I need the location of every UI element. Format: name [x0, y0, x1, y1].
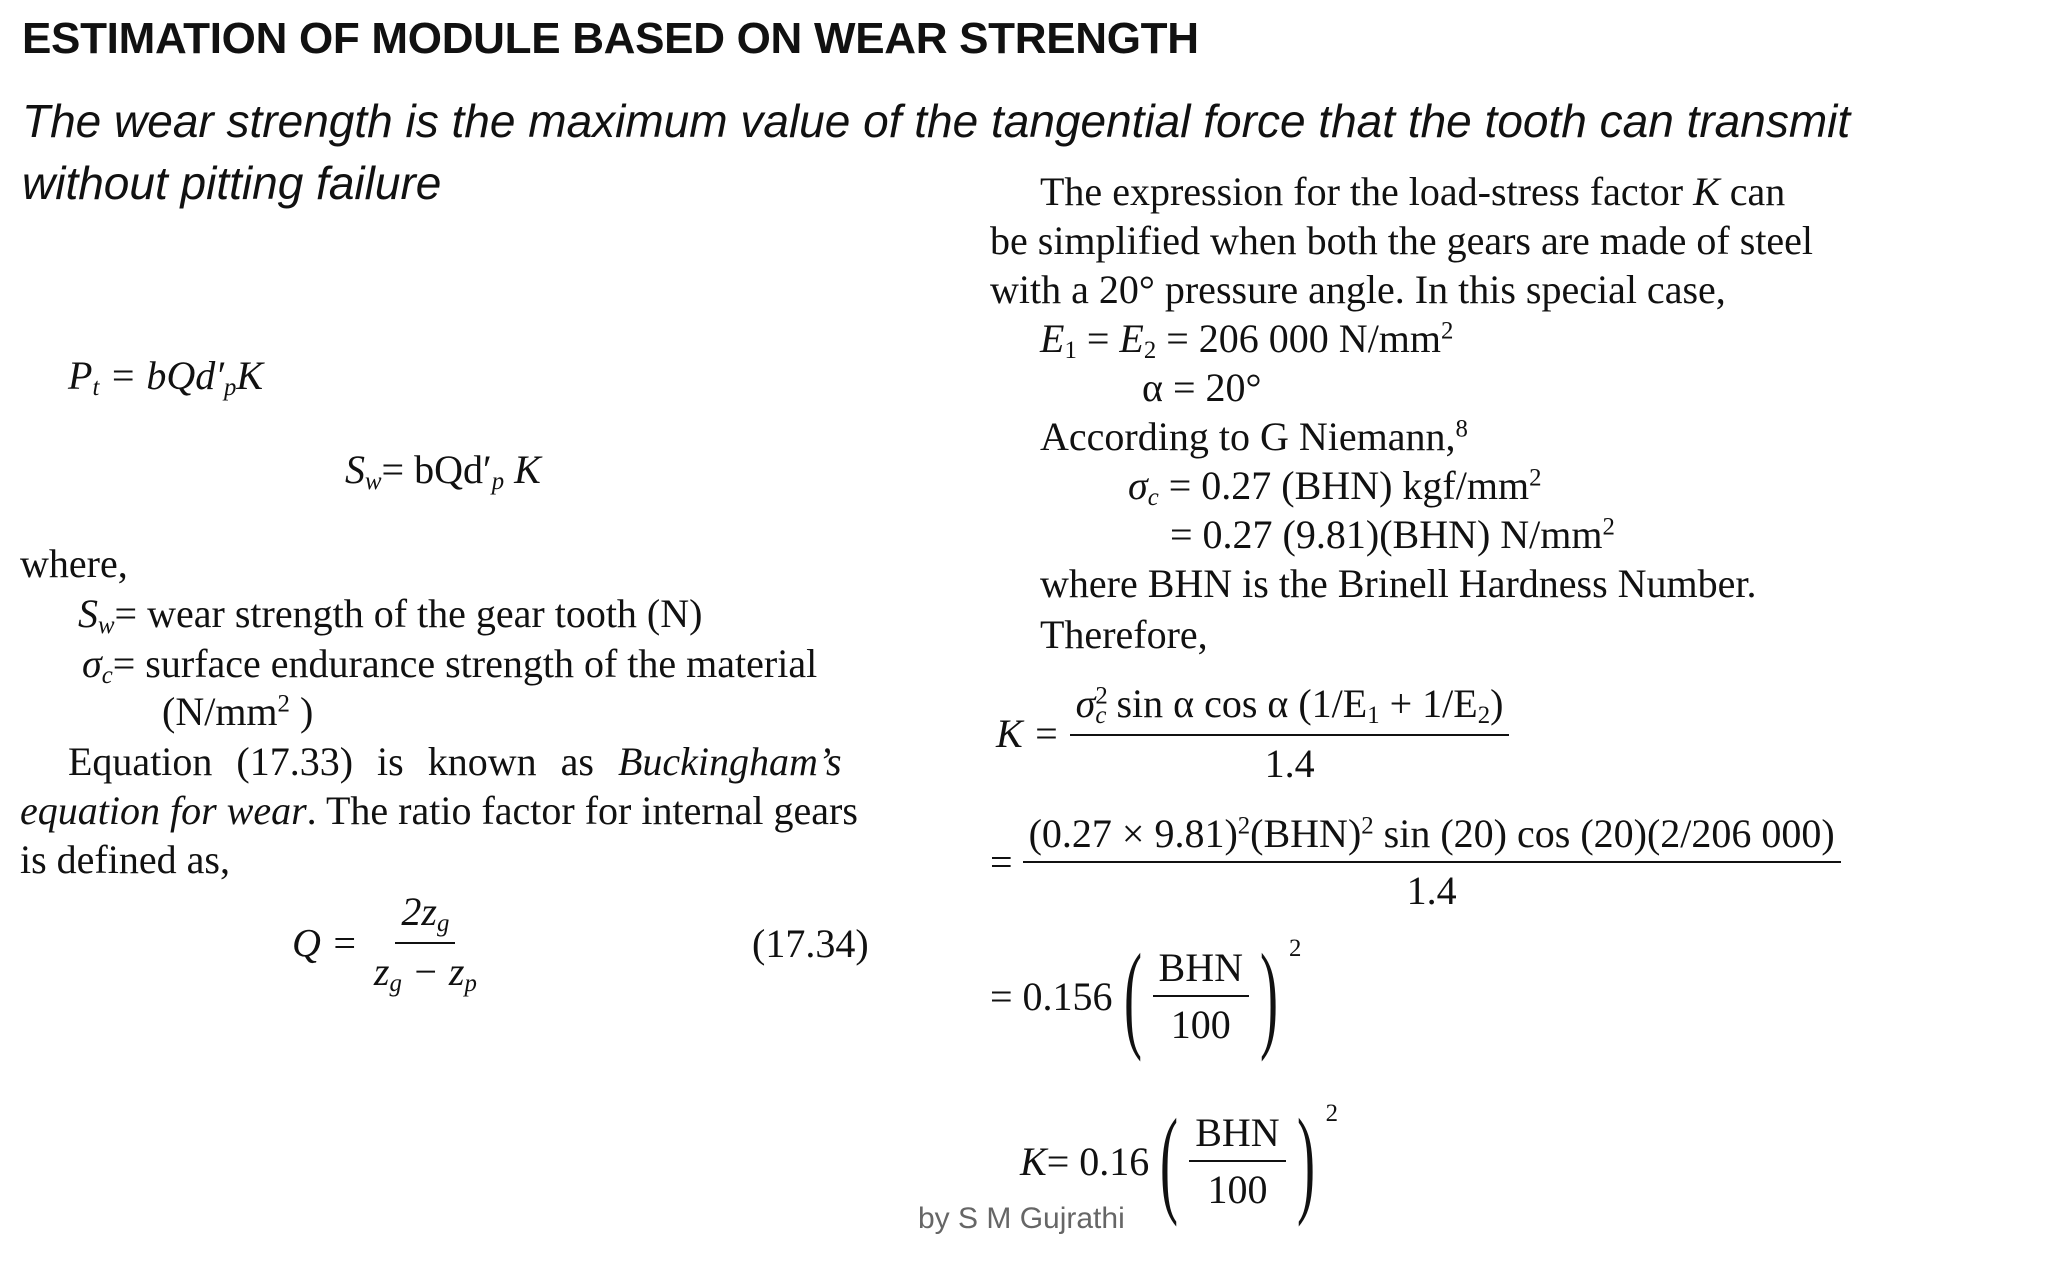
- eq-number: (17.34): [752, 921, 869, 966]
- intro-line-1: The expression for the load-stress factor K can: [1040, 169, 1786, 214]
- para-line-3: is defined as,: [20, 837, 230, 882]
- k-substitution: = $\frac{(0.27 \times 9.81)^2(BHN)^2 \sin (20) \cos (20)(2/206 000)}{1.4}$: [990, 810, 1841, 914]
- k-equation: K = $\frac{\sigma^2_c \sin \alpha \cos \alpha (1/E_1 + 1/E_2)}{1.4}$: [996, 680, 1509, 787]
- elastic-modulus-line: $E_1 = E_2 = 206$ 000 $N/mm^2$: [1040, 316, 1454, 365]
- k-simplified: = 0.156( $\frac{\text{BHN}}{100}$ ) $^2$: [990, 929, 1302, 1063]
- slide-subtitle: The wear strength is the maximum value of the tangential force that the tooth can transmit without pitting failure: [22, 95, 1851, 209]
- alpha-line: α = 20°: [1142, 365, 1262, 410]
- def-sigma-unit: ($N/mm^2$ ): [162, 689, 314, 734]
- eq-q: Q = $\frac{2z_g}{z_g - z_p}$: [292, 889, 477, 998]
- para-line-1: Equation (17.33) is known as Buckingham’s: [68, 739, 842, 784]
- def-sw: $S_w=$ wear strength of the gear tooth (N): [78, 591, 703, 640]
- sigma-line-1: $\sigma_c = 0.27$ (BHN) kgf/$mm^2$: [1128, 463, 1542, 512]
- para-line-2: equation for wear. The ratio factor for internal gears: [20, 788, 858, 833]
- slide-title: ESTIMATION OF MODULE BASED ON WEAR STRENGTH: [22, 14, 1199, 63]
- eq-pt: $P_t = bQd'_pK$: [68, 353, 264, 402]
- def-sigma: $\sigma_c=$ surface endurance strength of the material: [82, 641, 818, 690]
- eq-sw: $S_w= bQd'_p$ K: [345, 447, 541, 496]
- where-label: where,: [20, 541, 128, 586]
- therefore-label: Therefore,: [1040, 612, 1208, 657]
- bhn-definition: where BHN is the Brinell Hardness Number.: [1040, 561, 1757, 606]
- sigma-line-2: = 0.27 (9.81)(BHN) $N/mm^2$: [1170, 512, 1615, 557]
- k-final: K= 0.16( $\frac{\text{BHN}}{100}$ ) $^2$: [1020, 1094, 1339, 1228]
- intro-line-3: with a 20° pressure angle. In this special case,: [990, 267, 1726, 312]
- intro-line-2: be simplified when both the gears are made of steel: [990, 218, 1814, 263]
- author-footer: by S M Gujrathi: [918, 1202, 1125, 1235]
- niemann-line: According to G Niemann,$^8$: [1040, 414, 1468, 459]
